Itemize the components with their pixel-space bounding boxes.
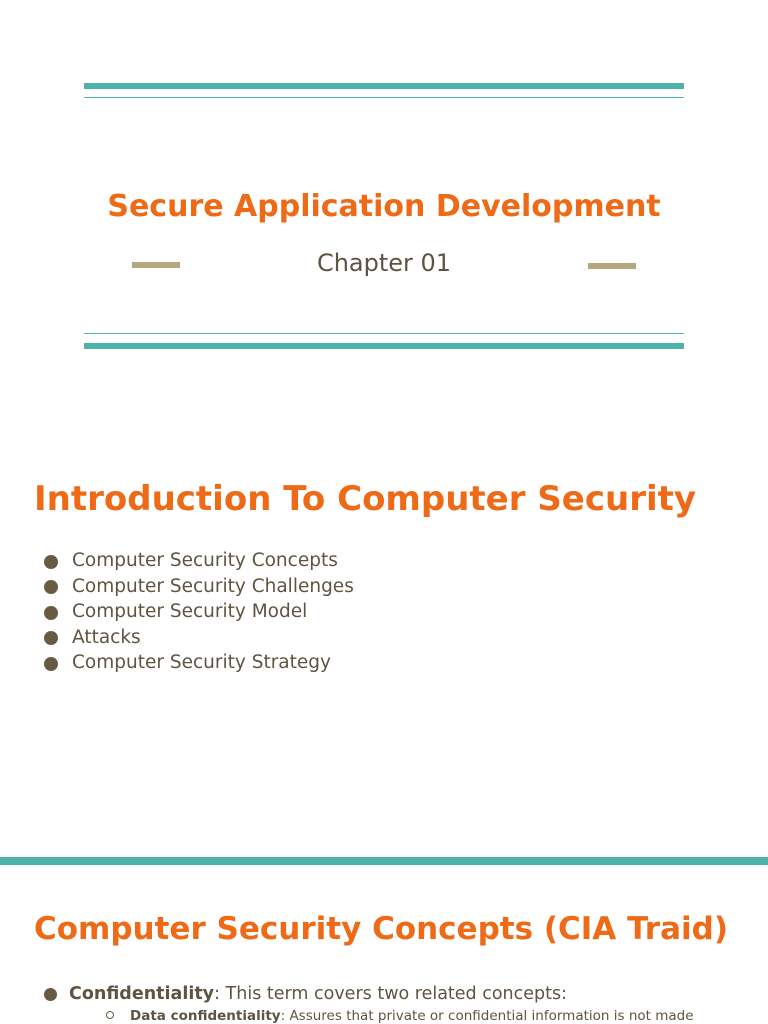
slide-heading: Computer Security Concepts (CIA Traid) — [34, 911, 729, 947]
bullet-icon — [44, 606, 58, 620]
list-item — [44, 599, 354, 625]
list-item — [44, 650, 354, 676]
top-thin-rule — [84, 97, 684, 98]
bottom-thick-rule — [84, 343, 684, 349]
slide-heading: Introduction To Computer Security — [34, 479, 697, 519]
concept-description: : This term covers two related concepts: — [214, 984, 568, 1004]
list-item — [44, 548, 354, 574]
list-item-label: Computer Security Concepts — [72, 550, 338, 571]
bullet-icon — [44, 657, 58, 671]
list-item — [44, 625, 354, 651]
list-item-label: Attacks — [72, 626, 141, 648]
top-thick-rule — [84, 83, 684, 89]
introduction-slide — [0, 430, 768, 858]
sub-concept-term: Data confidentiality — [130, 1008, 281, 1024]
bullet-icon — [44, 988, 57, 1001]
list-item-label: Computer Security Model — [72, 601, 308, 623]
bullet-icon — [44, 631, 58, 645]
sub-concept-description: : Assures that private or confidential information is not made — [280, 1008, 694, 1024]
title-slide — [0, 0, 768, 430]
topic-list — [44, 548, 354, 676]
bullet-icon — [44, 580, 58, 594]
presentation-title: Secure Application Development — [107, 189, 661, 224]
presentation-subtitle: Chapter 01 — [316, 249, 452, 277]
concept-list — [44, 982, 744, 1024]
subtitle-right-dash — [588, 263, 636, 269]
list-item — [44, 574, 354, 600]
bottom-thin-rule — [84, 333, 684, 334]
cia-slide — [0, 865, 768, 1024]
list-item-label: Computer Security Strategy — [72, 652, 331, 674]
slide-divider-band — [0, 857, 768, 865]
concept-term: Confidentiality — [69, 984, 215, 1004]
hollow-bullet-icon — [106, 1011, 114, 1019]
list-item-label: Computer Security Challenges — [72, 575, 354, 597]
bullet-icon — [44, 555, 58, 569]
sub-list-item — [105, 1006, 744, 1024]
sub-concept-list — [69, 1006, 744, 1024]
list-item — [44, 982, 744, 1024]
